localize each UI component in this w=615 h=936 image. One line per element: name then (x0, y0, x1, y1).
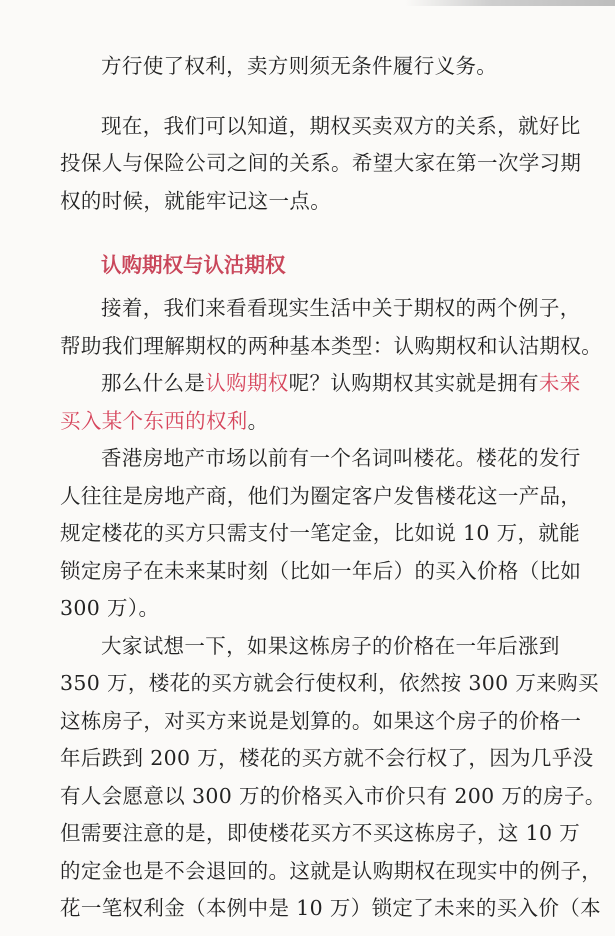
text-line: 的定金也是不会退回的。这就是认购期权在现实中的例子， (60, 858, 603, 883)
text-line: 有人会愿意以 300 万的价格买入市价只有 200 万的房子。 (60, 783, 606, 808)
text-line: 花一笔权利金（本例中是 10 万）锁定了未来的买入价（本 (60, 896, 601, 920)
continuation-line: 方行使了权利，卖方则须无条件履行义务。 (101, 54, 498, 78)
text-line (60, 365, 584, 403)
paragraph-intro-examples (60, 290, 603, 365)
text-run: 呢？认购期权其实就是拥有 (288, 371, 539, 395)
text-line: 规定楼花的买方只需支付一笔定金，比如说 10 万，就能 (60, 521, 581, 545)
text-line: 接着，我们来看看现实生活中关于期权的两个例子， (101, 296, 581, 320)
text-line: 帮助我们理解期权的两种基本类型：认购期权和认沽期权。 (60, 333, 603, 358)
section-heading: 认购期权与认沽期权 (101, 253, 286, 277)
book-page-text (60, 48, 606, 928)
text-line: 锁定房子在未来某时刻（比如一年后）的买入价格（比如 (60, 558, 582, 583)
text-line: 350 万，楼花的买方就会行使权利，依然按 300 万来购买 (60, 671, 599, 695)
text-line: 但需要注意的是，即使楼花买方不买这栋房子，这 10 万 (60, 821, 581, 845)
paragraph-price-scenario (60, 628, 606, 928)
highlight-term-call-option: 认购期权 (205, 371, 289, 395)
text-line: 300 万）。 (60, 596, 160, 620)
text-line: 权的时候，就能牢记这一点。 (60, 188, 332, 213)
text-line: 大家试想一下，如果这栋房子的价格在一年后涨到 (101, 633, 560, 658)
text-line: 这栋房子，对买方来说是划算的。如果这个房子的价格一 (60, 708, 582, 733)
text-line: 年后跌到 200 万，楼花的买方就不会行权了，因为几乎没 (60, 746, 594, 770)
text-line: 人往往是房地产商，他们为圈定客户发售楼花这一产品， (60, 483, 582, 508)
highlight-phrase: 未来 (538, 371, 581, 395)
text-line: 香港房地产市场以前有一个名词叫楼花。楼花的发行 (101, 446, 581, 470)
text-line: 投保人与保险公司之间的关系。希望大家在第一次学习期 (60, 151, 582, 175)
page-edge-shadow (405, 0, 615, 6)
text-run: 那么什么是 (101, 371, 206, 395)
text-line: 现在，我们可以知道，期权买卖双方的关系，就好比 (101, 113, 581, 138)
paragraph-relationship (60, 108, 584, 221)
paragraph-hongkong-example (60, 440, 584, 628)
text-run: 。 (247, 408, 269, 433)
text-line (60, 403, 584, 441)
highlight-phrase: 买入某个东西的权利 (60, 408, 248, 433)
paragraph-call-definition (60, 365, 584, 440)
